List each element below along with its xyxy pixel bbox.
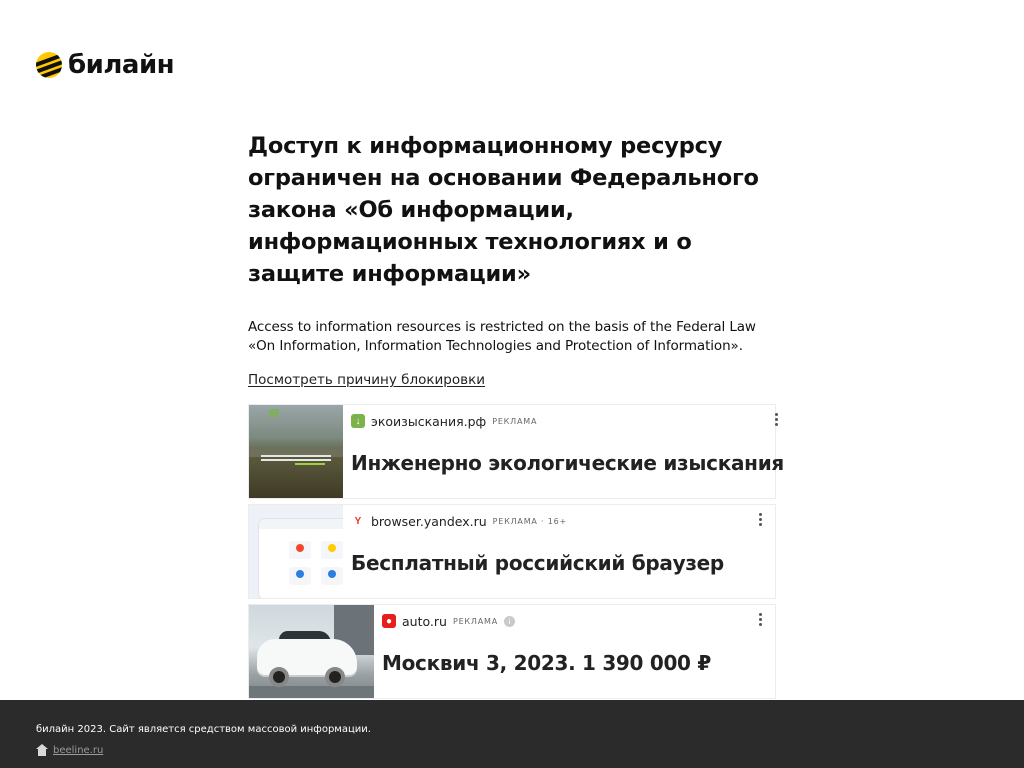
ad-card[interactable] <box>248 604 776 699</box>
ad-image[interactable] <box>249 505 343 598</box>
block-notice <box>248 130 776 356</box>
ad-label: РЕКЛАМА · 16+ <box>492 516 567 526</box>
beeline-logo-icon <box>36 52 62 78</box>
beeline-logo[interactable] <box>36 50 174 80</box>
ad-title[interactable]: Москвич 3, 2023. 1 390 000 ₽ <box>382 651 711 675</box>
home-icon <box>36 744 48 756</box>
yandex-icon: Y <box>351 514 365 528</box>
more-options-icon[interactable] <box>755 513 765 526</box>
beeline-home-link[interactable] <box>36 744 103 756</box>
ad-domain[interactable]: auto.ru <box>402 613 447 629</box>
auto-icon: ● <box>382 614 396 628</box>
ad-image[interactable] <box>249 405 343 498</box>
english-notice: Access to information resources is restricted on the basis of the Federal Law «On Information, Information Technologies and Protection of Information». <box>248 319 756 354</box>
ad-title[interactable]: Бесплатный российский браузер <box>351 551 724 575</box>
leaf-icon: ↓ <box>351 414 365 428</box>
ad-label: РЕКЛАМА <box>492 416 538 426</box>
page-title: Доступ к информационному ресурсу ограничен на основании Федерального закона «Об информации, информационных технологиях и о защите информации» <box>248 133 759 287</box>
ad-list <box>248 404 784 704</box>
more-options-icon[interactable] <box>772 413 782 426</box>
ad-image[interactable] <box>249 605 374 698</box>
ad-card[interactable] <box>248 404 784 499</box>
ad-domain[interactable]: экоизыскания.рф <box>371 413 487 429</box>
logo-text: билайн <box>68 50 175 80</box>
footer-copyright: билайн 2023. Сайт является средством массовой информации. <box>36 724 371 735</box>
footer-link-text[interactable]: beeline.ru <box>53 744 104 756</box>
view-block-reason-link[interactable]: Посмотреть причину блокировки <box>248 372 486 388</box>
more-options-icon[interactable] <box>755 613 765 626</box>
ad-title[interactable]: Инженерно экологические изыскания <box>351 451 784 475</box>
ad-label: РЕКЛАМА <box>452 616 498 626</box>
ad-domain[interactable]: browser.yandex.ru <box>371 513 487 529</box>
info-icon[interactable]: i <box>504 616 515 627</box>
ad-card[interactable] <box>248 504 776 599</box>
footer <box>0 700 1024 768</box>
